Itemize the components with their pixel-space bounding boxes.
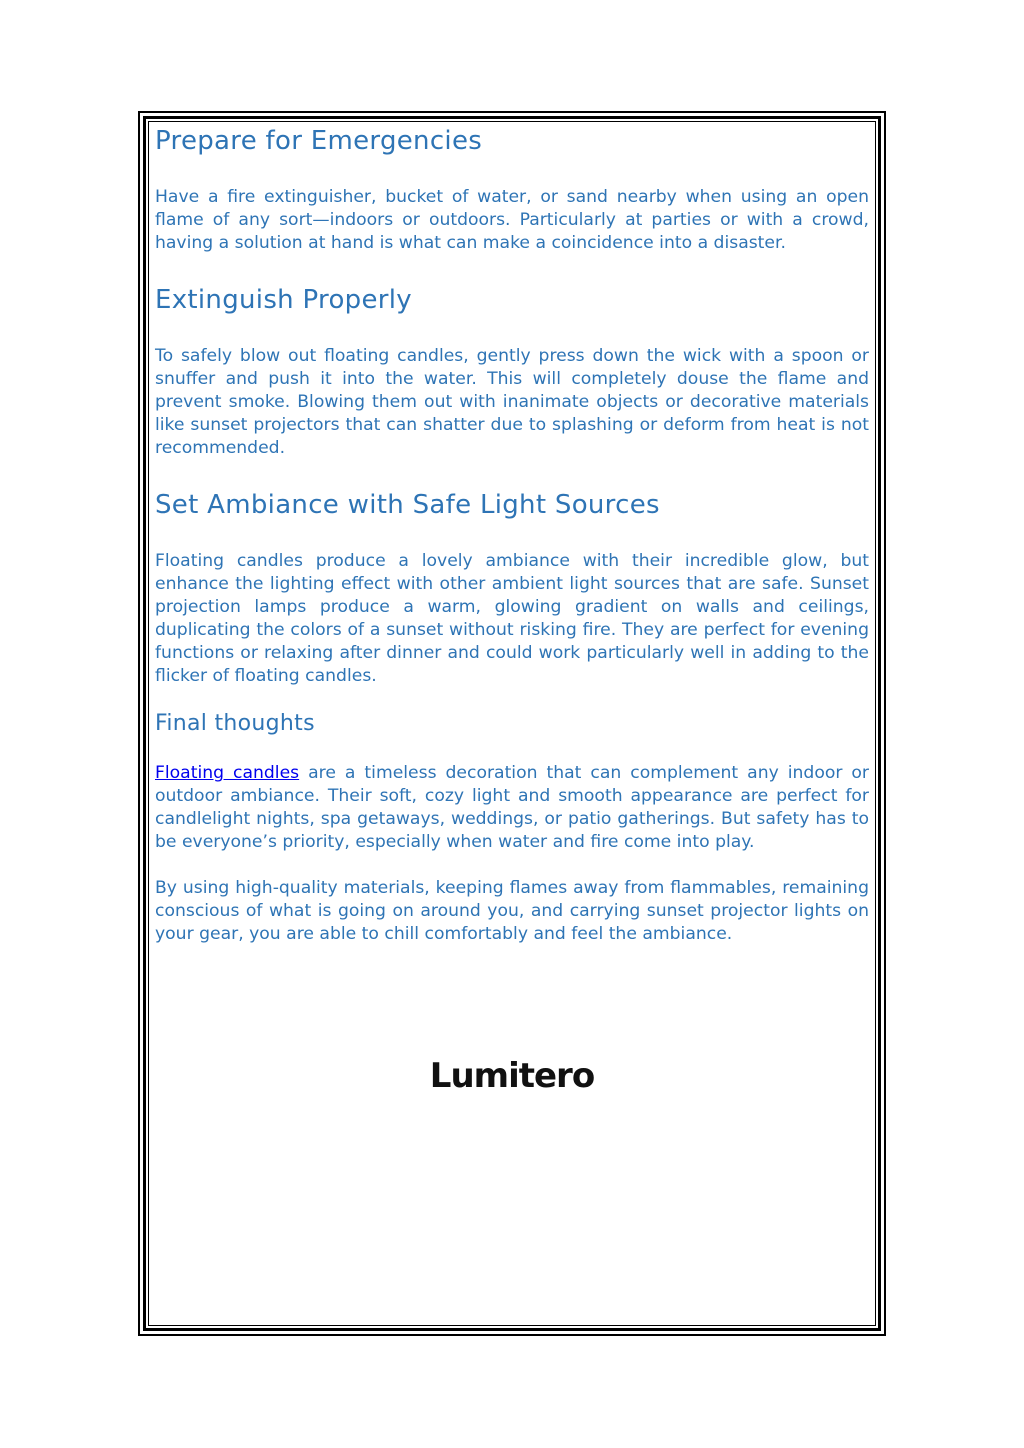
floating-candles-link[interactable]: Floating candles: [155, 763, 300, 783]
lumitero-logo: [0, 1056, 1024, 1096]
paragraph-final-thoughts-1-text: are a timeless decoration that can complement any indoor or outdoor ambiance. Their soft, cozy light and smooth appearance are perfect for candlelight nights, spa getaways, weddings, or patio gatherings. But safety has to be everyone’s priority, especially when water and fire come into play.: [155, 763, 869, 852]
logo-text: Lumitero: [429, 1056, 595, 1096]
paragraph-final-thoughts-1: [155, 762, 869, 854]
article-content: [155, 122, 869, 946]
paragraph-final-thoughts-2: By using high-quality materials, keeping flames away from flammables, remaining conscious of what is going on around you, and carrying sunset projector lights on your gear, you are able to chill comfortably and feel the ambiance.: [155, 878, 869, 944]
heading-final-thoughts: Final thoughts: [155, 711, 315, 736]
heading-set-ambiance: Set Ambiance with Safe Light Sources: [155, 490, 660, 520]
heading-prepare-for-emergencies: Prepare for Emergencies: [155, 126, 483, 156]
heading-extinguish-properly: Extinguish Properly: [155, 285, 412, 315]
paragraph-prepare-for-emergencies: Have a fire extinguisher, bucket of water, or sand nearby when using an open flame of any sort—indoors or outdoors. Particularly at parties or with a crowd, having a solution at hand is what can make a coincidence into a disaster.: [155, 187, 869, 253]
paragraph-extinguish-properly: To safely blow out floating candles, gently press down the wick with a spoon or snuffer and push it into the water. This will completely douse the flame and prevent smoke. Blowing them out with inanimate objects or decorative materials like sunset projectors that can shatter due to splashing or deform from heat is not recommended.: [155, 346, 869, 458]
paragraph-set-ambiance: Floating candles produce a lovely ambiance with their incredible glow, but enhance the lighting effect with other ambient light sources that are safe. Sunset projection lamps produce a warm, glowing gradient on walls and ceilings, duplicating the colors of a sunset without risking fire. They are perfect for evening functions or relaxing after dinner and could work particularly well in adding to the flicker of floating candles.: [155, 551, 869, 686]
